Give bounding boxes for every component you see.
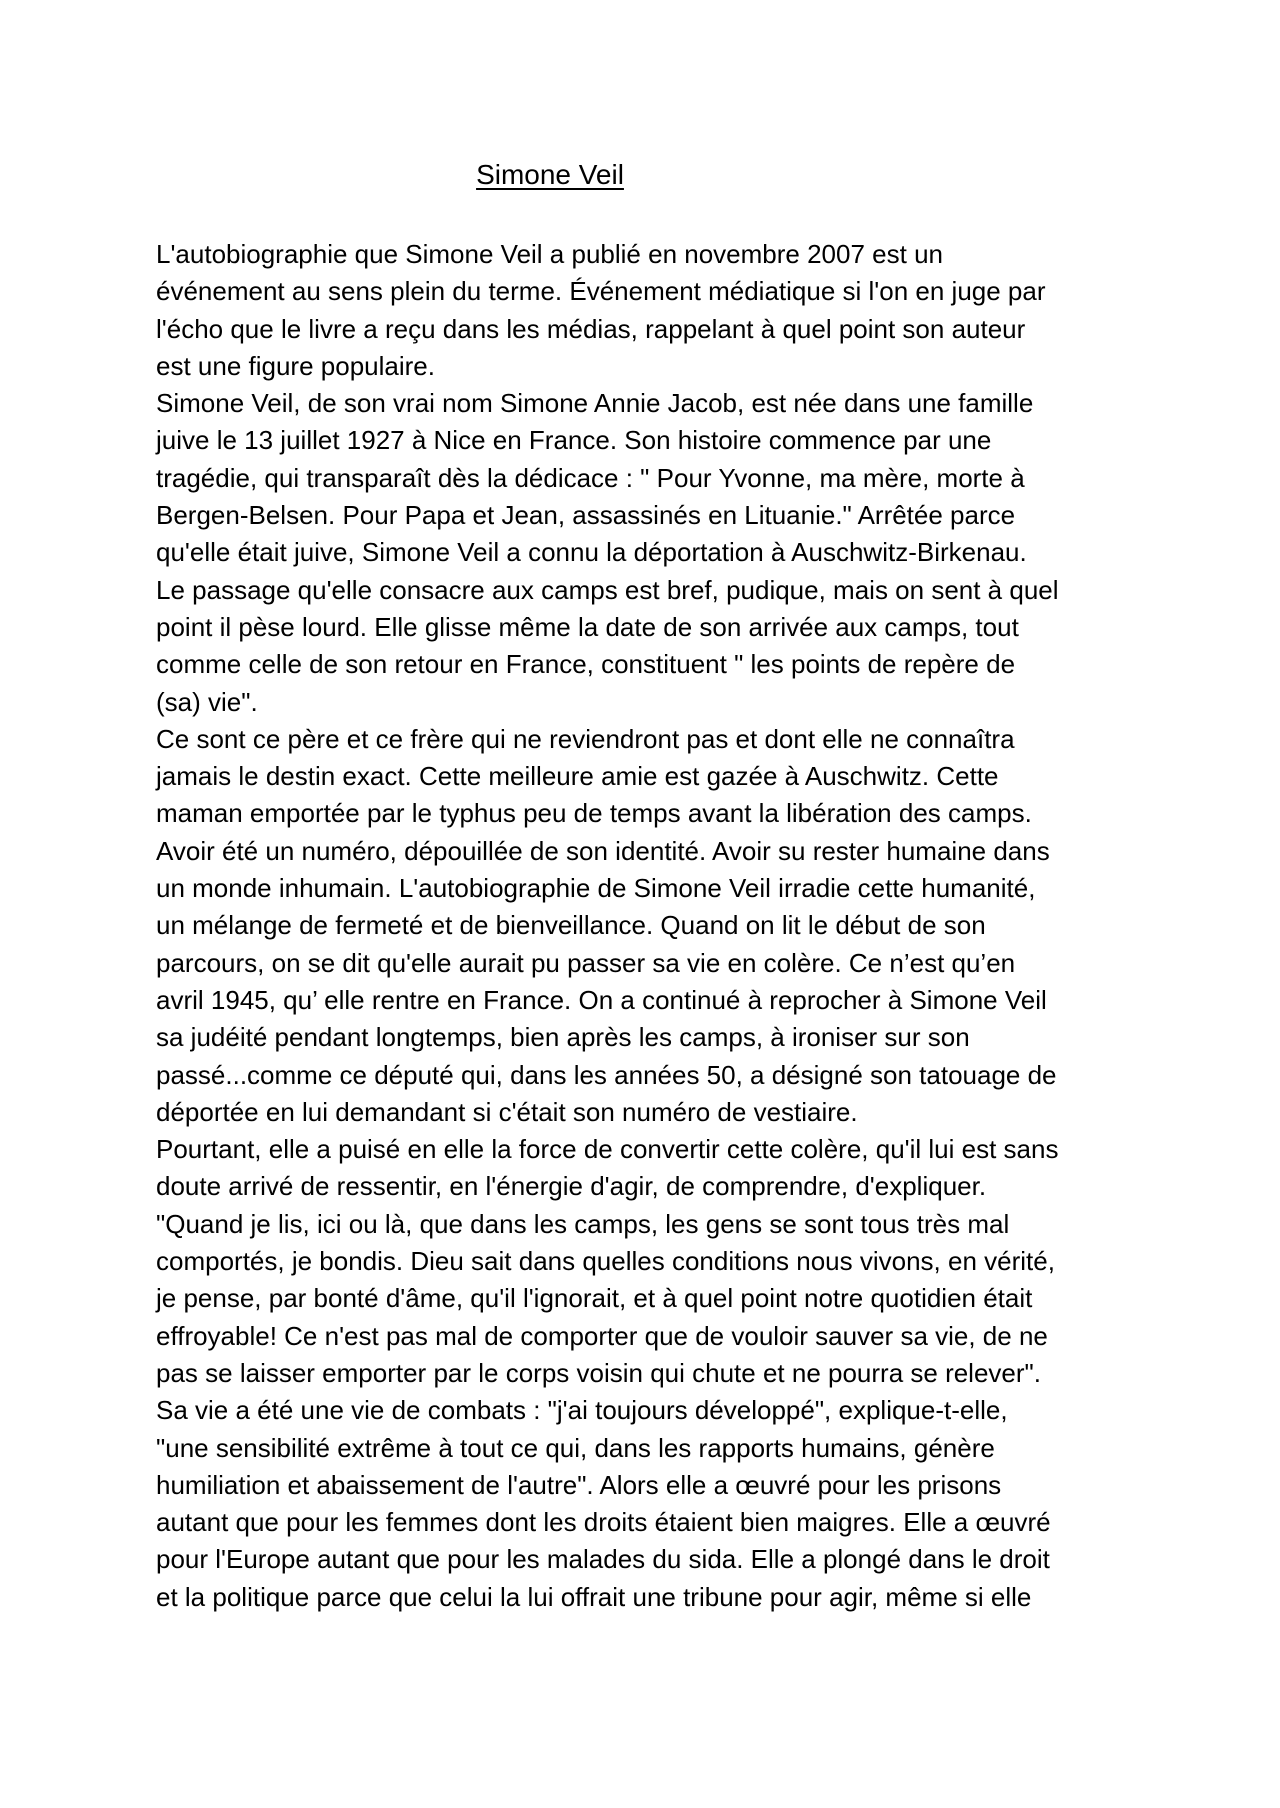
text-line: déportée en lui demandant si c'était son numéro de vestiaire. [156, 1096, 858, 1127]
text-line: tragédie, qui transparaît dès la dédicace : " Pour Yvonne, ma mère, morte à [156, 462, 1025, 493]
text-line: effroyable! Ce n'est pas mal de comporter que de vouloir sauver sa vie, de ne [156, 1320, 1048, 1351]
text-line: est une figure populaire. [156, 350, 435, 381]
text-line: Sa vie a été une vie de combats : "j'ai toujours développé", explique-t-elle, [156, 1395, 1008, 1426]
text-line: "une sensibilité extrême à tout ce qui, dans les rapports humains, génère [156, 1432, 995, 1463]
text-line: Ce sont ce père et ce frère qui ne reviendront pas et dont elle ne connaîtra [156, 723, 1015, 754]
text-line: autant que pour les femmes dont les droits étaient bien maigres. Elle a œuvré [156, 1507, 1051, 1538]
text-line: humiliation et abaissement de l'autre". Alors elle a œuvré pour les prisons [156, 1469, 1002, 1500]
text-line: qu'elle était juive, Simone Veil a connu la déportation à Auschwitz-Birkenau. [156, 537, 1027, 568]
document-body [156, 236, 1146, 1616]
text-line: "Quand je lis, ici ou là, que dans les camps, les gens se sont tous très mal [156, 1208, 1010, 1239]
text-line: passé...comme ce député qui, dans les années 50, a désigné son tatouage de [156, 1059, 1057, 1090]
text-line: comme celle de son retour en France, constituent " les points de repère de [156, 649, 1016, 680]
text-line: sa judéité pendant longtemps, bien après les camps, à ironiser sur son [156, 1022, 970, 1053]
text-line: événement au sens plein du terme. Événement médiatique si l'on en juge par [156, 276, 1046, 307]
text-line: parcours, on se dit qu'elle aurait pu passer sa vie en colère. Ce n’est qu’en [156, 947, 1016, 978]
text-line: doute arrivé de ressentir, en l'énergie d'agir, de comprendre, d'expliquer. [156, 1171, 987, 1202]
text-line: point il pèse lourd. Elle glisse même la date de son arrivée aux camps, tout [156, 611, 1019, 642]
text-line: comportés, je bondis. Dieu sait dans quelles conditions nous vivons, en vérité, [156, 1246, 1055, 1277]
text-line: un monde inhumain. L'autobiographie de Simone Veil irradie cette humanité, [156, 873, 1036, 904]
text-line: Simone Veil, de son vrai nom Simone Annie Jacob, est née dans une famille [156, 388, 1034, 419]
text-line: Avoir été un numéro, dépouillée de son identité. Avoir su rester humaine dans [156, 835, 1050, 866]
text-line: pas se laisser emporter par le corps voisin qui chute et ne pourra se relever". [156, 1357, 1041, 1388]
text-line: Bergen-Belsen. Pour Papa et Jean, assassinés en Lituanie." Arrêtée parce [156, 500, 1016, 531]
text-line: L'autobiographie que Simone Veil a publié en novembre 2007 est un [156, 239, 943, 269]
text-line: et la politique parce que celui la lui offrait une tribune pour agir, même si elle [156, 1581, 1032, 1612]
text-line: maman emportée par le typhus peu de temps avant la libération des camps. [156, 798, 1032, 829]
text-line: juive le 13 juillet 1927 à Nice en France. Son histoire commence par une [156, 425, 992, 456]
text-line: avril 1945, qu’ elle rentre en France. On a continué à reprocher à Simone Veil [156, 984, 1047, 1015]
text-line: l'écho que le livre a reçu dans les médias, rappelant à quel point son auteur [156, 313, 1026, 344]
text-line: jamais le destin exact. Cette meilleure amie est gazée à Auschwitz. Cette [156, 761, 999, 792]
text-line: je pense, par bonté d'âme, qu'il l'ignorait, et à quel point notre quotidien était [156, 1283, 1033, 1314]
text-line: Le passage qu'elle consacre aux camps est bref, pudique, mais on sent à quel [156, 574, 1059, 605]
text-line: un mélange de fermeté et de bienveillance. Quand on lit le début de son [156, 910, 986, 941]
text-line: pour l'Europe autant que pour les malades du sida. Elle a plongé dans le droit [156, 1544, 1050, 1575]
text-line: (sa) vie". [156, 686, 258, 717]
text-line: Pourtant, elle a puisé en elle la force de convertir cette colère, qu'il lui est sans [156, 1134, 1059, 1165]
document-title: Simone Veil [476, 159, 624, 190]
